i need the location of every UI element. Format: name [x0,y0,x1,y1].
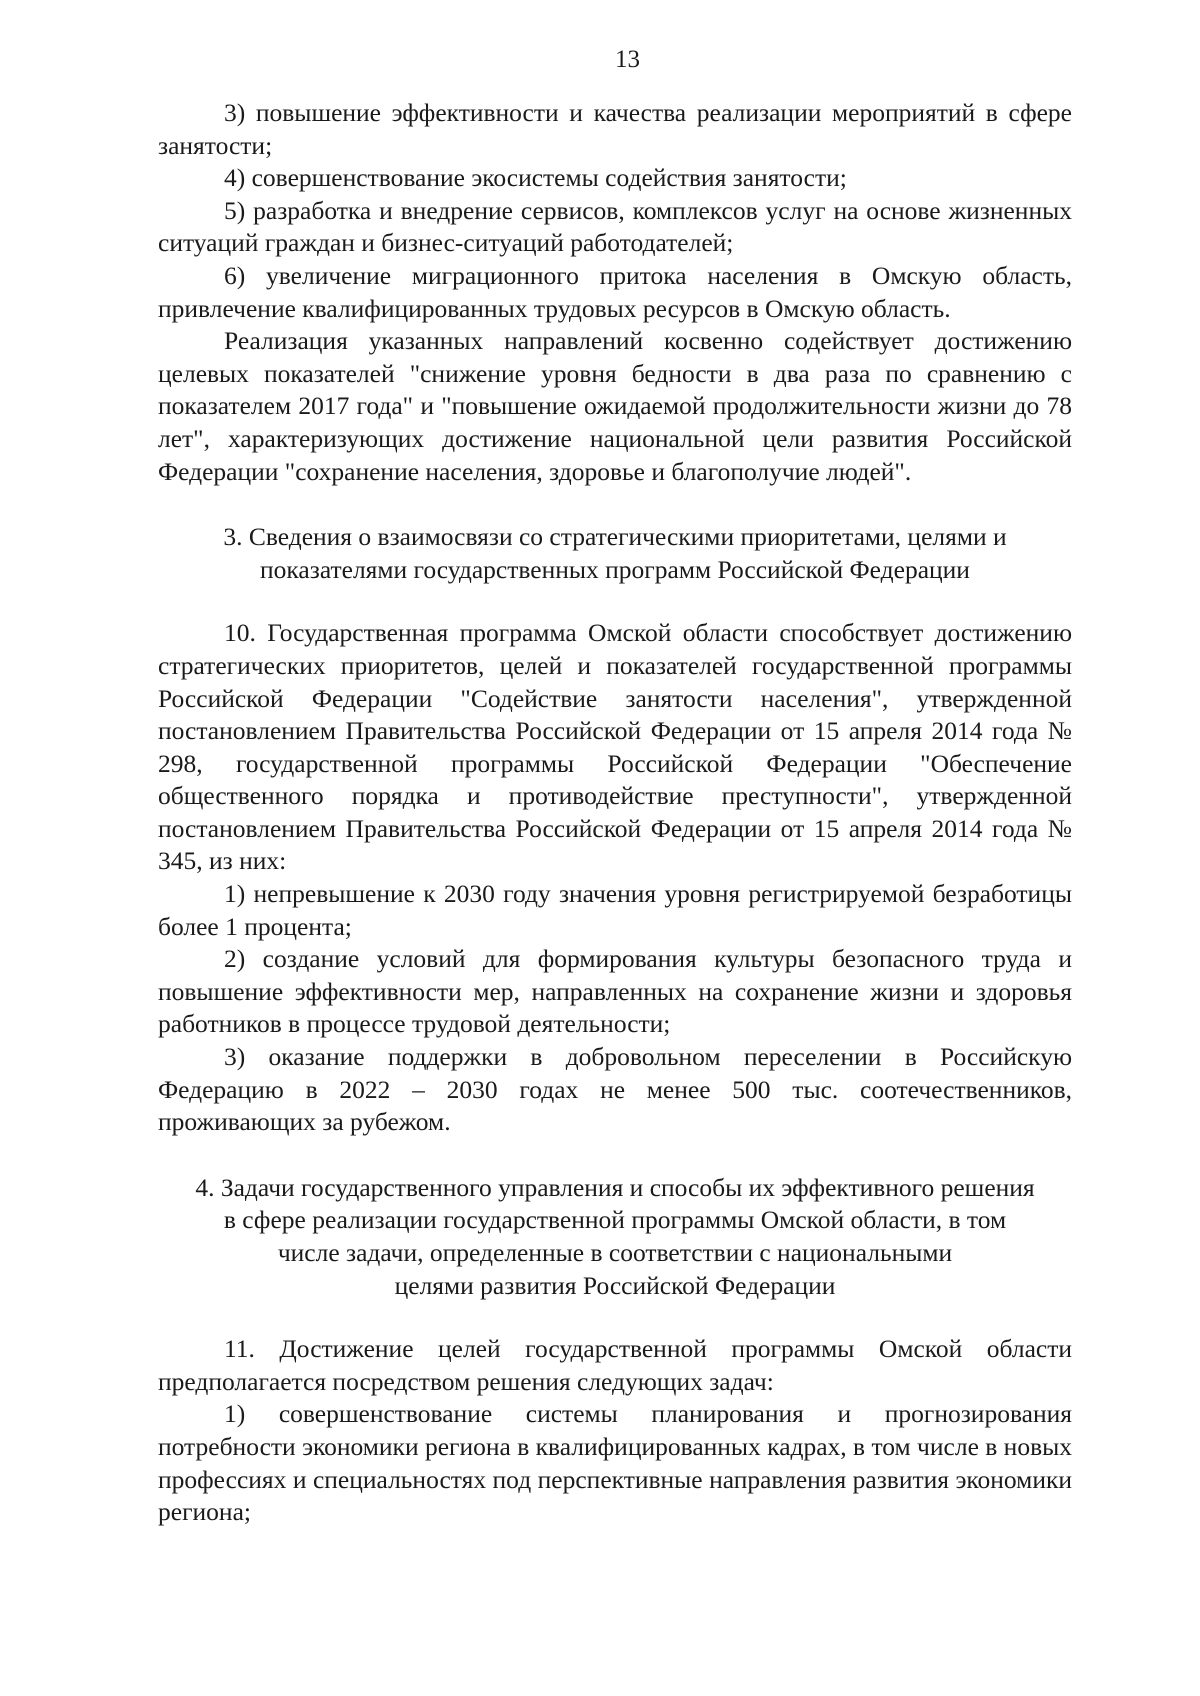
paragraph-10-item-1: 1) непревышение к 2030 году значения уровня регистрируемой безработицы более 1 процента; [158,879,1072,941]
paragraph-10: 10. Государственная программа Омской области способствует достижению стратегических приоритетов, целей и показателей государственной программы Российской Федерации "Содействие занятости населения", утвержденной постановлением Правительства Российской Федерации от 15 апреля 2014 года № 298, государственной программы Российской Федерации "Обеспечение общественного порядка и противодействие преступности", утвержденной постановлением Правительства Российской Федерации от 15 апреля 2014 года № 345, из них: [158,618,1072,876]
paragraph-10-item-2: 2) создание условий для формирования культуры безопасного труда и повышение эффективности мер, направленных на сохранение жизни и здоровья работников в процессе трудовой деятельности; [158,944,1072,1039]
paragraph-item-6: 6) увеличение миграционного притока населения в Омскую область, привлечение квалифицированных трудовых ресурсов в Омскую область. [158,260,1072,323]
heading-line: 4. Задачи государственного управления и способы их эффективного решения [195,1172,1035,1202]
paragraph-implementation: Реализация указанных направлений косвенно содействует достижению целевых показателей "снижение уровня бедности в два раза по сравнению с показателем 2017 года" и "повышение ожидаемой продолжительности жизни до 78 лет", характеризующих достижение национальной цели развития Российской Федерации "сохранение населения, здоровье и благополучие людей". [158,326,1072,486]
paragraph-11-item-1: 1) совершенствование системы планирования и прогнозирования потребности экономики региона в квалифицированных кадрах, в том числе в новых профессиях и специальностях под перспективные направления развития экономики региона; [158,1399,1072,1527]
page-number: 13 [615,46,640,73]
heading-line: показателями государственных программ Российской Федерации [260,554,970,584]
paragraph-item-3: 3) повышение эффективности и качества реализации мероприятий в сфере занятости; [158,98,1072,160]
paragraph-10-item-3: 3) оказание поддержки в добровольном переселении в Российскую Федерацию в 2022 – 2030 годах не менее 500 тыс. соотечественников, проживающих за рубежом. [158,1042,1072,1137]
heading-line: числе задачи, определенные в соответствии с национальными [277,1238,953,1267]
section-heading-4 [158,1172,1072,1302]
paragraph-item-5: 5) разработка и внедрение сервисов, комплексов услуг на основе жизненных ситуаций граждан и бизнес-ситуаций работодателей; [158,195,1072,258]
heading-line: целями развития Российской Федерации [394,1270,836,1300]
document-body [158,97,1072,1529]
section-heading-3 [158,521,1072,586]
heading-line: в сфере реализации государственной программы Омской области, в том [223,1205,1007,1235]
paragraph-11: 11. Достижение целей государственной программы Омской области предполагается посредством решения следующих задач: [158,1334,1072,1396]
heading-line: 3. Сведения о взаимосвязи со стратегическими приоритетами, целями и [223,522,1007,552]
paragraph-item-4: 4) совершенствование экосистемы содействия занятости; [224,163,847,193]
